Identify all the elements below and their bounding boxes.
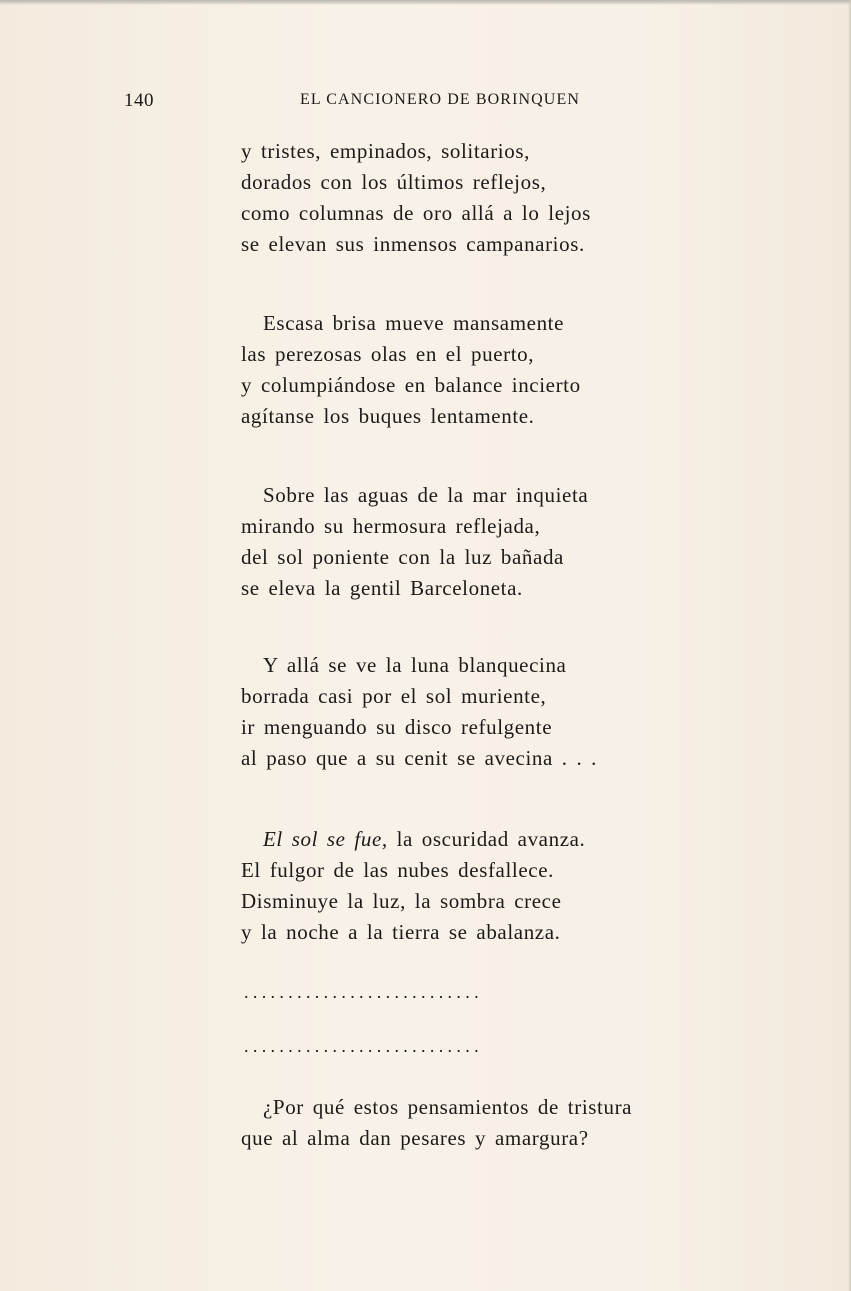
running-title: EL CANCIONERO DE BORINQUEN xyxy=(300,91,580,108)
verse-line: Y allá se ve la luna blanquecina xyxy=(263,653,567,677)
stanza-6 xyxy=(241,1092,801,1154)
verse-line: que al alma dan pesares y amargura? xyxy=(241,1126,589,1150)
verse-line: dorados con los últimos reflejos, xyxy=(241,170,547,194)
stanza-4 xyxy=(241,650,801,774)
stanza-1 xyxy=(241,136,801,260)
stanza-5 xyxy=(241,824,801,948)
verse-line: y columpiándose en balance incierto xyxy=(241,373,581,397)
verse-line: mirando su hermosura reflejada, xyxy=(241,514,541,538)
verse-line xyxy=(241,824,801,855)
verse-line: se eleva la gentil Barceloneta. xyxy=(241,576,523,600)
verse-line: y tristes, empinados, solitarios, xyxy=(241,139,530,163)
verse-line: como columnas de oro allá a lo lejos xyxy=(241,201,591,225)
verse-line: El fulgor de las nubes desfallece. xyxy=(241,858,554,882)
verse-line: Sobre las aguas de la mar inquieta xyxy=(263,483,589,507)
stanza-3 xyxy=(241,480,801,604)
verse-line: y la noche a la tierra se abalanza. xyxy=(241,920,561,944)
page-header xyxy=(0,90,851,114)
verse-line: se elevan sus inmensos campanarios. xyxy=(241,232,585,256)
verse-line: del sol poniente con la luz bañada xyxy=(241,545,564,569)
verse-line-italic-part: El sol se fue, xyxy=(263,827,388,851)
verse-line: ir menguando su disco refulgente xyxy=(241,715,553,739)
page-number: 140 xyxy=(124,90,154,111)
stanza-2 xyxy=(241,308,801,432)
verse-line: borrada casi por el sol muriente, xyxy=(241,684,547,708)
ellipsis-row: ........................... xyxy=(244,1036,483,1056)
verse-line: agítanse los buques lentamente. xyxy=(241,404,535,428)
verse-line: ¿Por qué estos pensamientos de tristura xyxy=(263,1095,633,1119)
verse-line-rest: la oscuridad avanza. xyxy=(387,827,586,851)
verse-line: al paso que a su cenit se avecina . . . xyxy=(241,746,598,770)
verse-line: Escasa brisa mueve mansamente xyxy=(263,311,565,335)
ellipsis-row: ........................... xyxy=(244,982,483,1002)
verse-line: Disminuye la luz, la sombra crece xyxy=(241,889,562,913)
verse-line: las perezosas olas en el puerto, xyxy=(241,342,535,366)
page-top-edge xyxy=(0,0,851,5)
